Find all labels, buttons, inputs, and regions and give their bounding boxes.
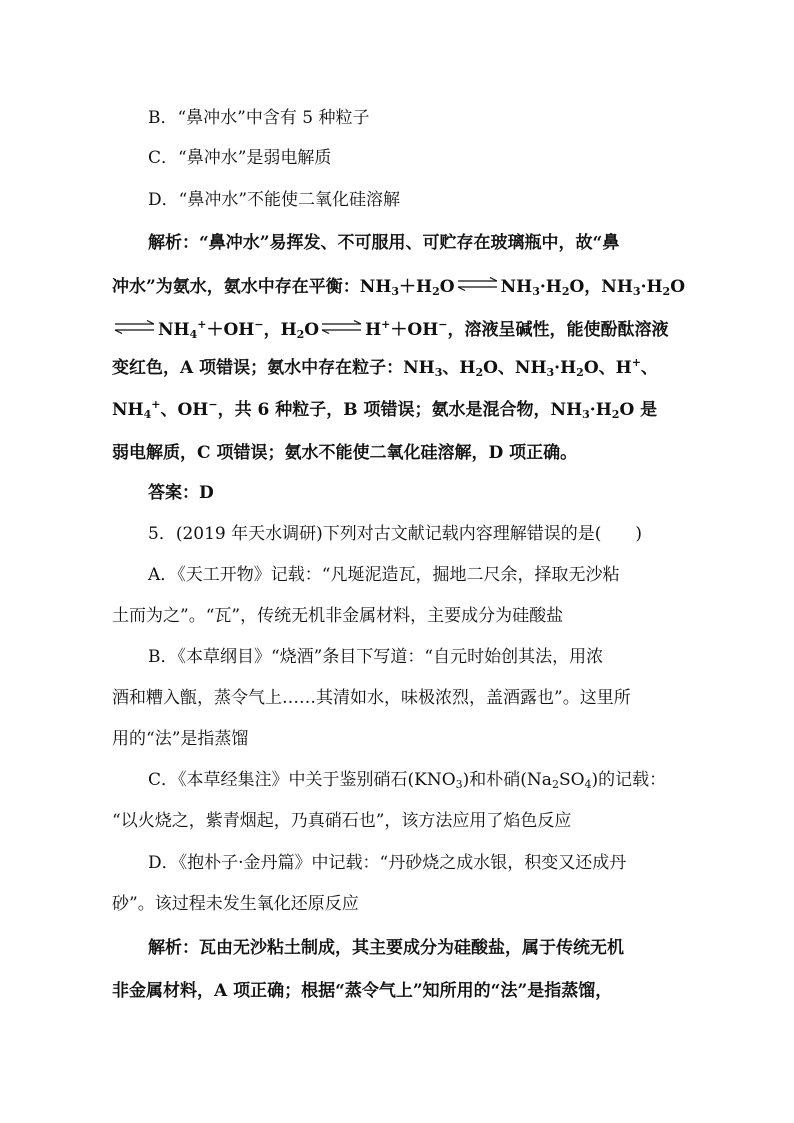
q5-option-a-line-1: A．《天工开物》记载：“凡埏泥造瓦，掘地二尺余，择取无沙粘 xyxy=(148,565,620,585)
analysis-line-2: 冲水”为氨水，氨水中存在平衡：$NH_3+H_2O$ $NH_3\cdot H_2O$，$NH_3\cdot H_2O$ xyxy=(112,277,686,298)
analysis-line-5: $NH_4^+$、OH−，共 6 种粒子，B 项错误；氨水是混合物，$NH_3\cdot H_2O$ 是 xyxy=(112,398,658,421)
analysis-line-3: $NH_4^++OH^-$，$H_2O$ H+＋OH−，溶液呈碱性，能使酚酞溶液 xyxy=(112,318,692,342)
analysis-line-4: 变红色，A 项错误；氨水中存在粒子：$NH_3$、$H_2O$、$NH_3\cdot H_2O$、H+、 xyxy=(112,356,658,379)
analysis-line-1: 解析：“鼻冲水”易挥发、不可服用、可贮存在玻璃瓶中，故“鼻 xyxy=(148,233,620,253)
analysis-line-6: 弱电解质，C 项错误；氨水不能使二氧化硅溶解，D 项正确。 xyxy=(112,443,578,463)
q5-option-d-line-2: 砂”。该过程未发生氧化还原反应 xyxy=(112,894,359,914)
answer-1: 答案：D xyxy=(148,483,214,503)
equilibrium-arrow-icon xyxy=(321,320,363,334)
question-5-stem: 5．(2019 年天水调研)下列对古文献记载内容理解错误的是( ) xyxy=(148,524,643,544)
q5-option-c-line-2: “以火烧之，紫青烟起，乃真硝石也”，该方法应用了焰色反应 xyxy=(112,811,572,831)
equilibrium-arrow-icon xyxy=(457,277,499,291)
q5-option-b-line-1: B．《本草纲目》“烧酒”条目下写道：“自元时始创其法，用浓 xyxy=(148,647,604,667)
analysis-2-line-2: 非金属材料，A 项正确；根据“蒸令气上”知所用的“法”是指蒸馏， xyxy=(112,981,613,1001)
option-c: C．“鼻冲水”是弱电解质 xyxy=(148,148,332,168)
q5-option-b-line-3: 用的“法”是指蒸馏 xyxy=(112,729,249,749)
q5-option-b-line-2: 酒和糟入甑，蒸令气上……其清如水，味极浓烈，盖酒露也”。这里所 xyxy=(112,688,631,708)
q5-option-a-line-2: 土而为之”。“瓦”，传统无机非金属材料，主要成分为硅酸盐 xyxy=(112,606,564,626)
q5-option-c-line-1: C．《本草经集注》中关于鉴别硝石$(KNO_3)$和朴硝$(Na_2SO_4)$的记载： xyxy=(148,770,667,791)
q5-option-d-line-1: D．《抱朴子·金丹篇》中记载：“丹砂烧之成水银，积变又还成丹 xyxy=(148,853,627,873)
equilibrium-arrow-icon xyxy=(114,320,156,334)
option-d: D．“鼻冲水”不能使二氧化硅溶解 xyxy=(148,190,401,210)
option-b: B．“鼻冲水”中含有 5 种粒子 xyxy=(148,108,370,128)
analysis-2-line-1: 解析：瓦由无沙粘土制成，其主要成分为硅酸盐，属于传统无机 xyxy=(148,938,624,958)
